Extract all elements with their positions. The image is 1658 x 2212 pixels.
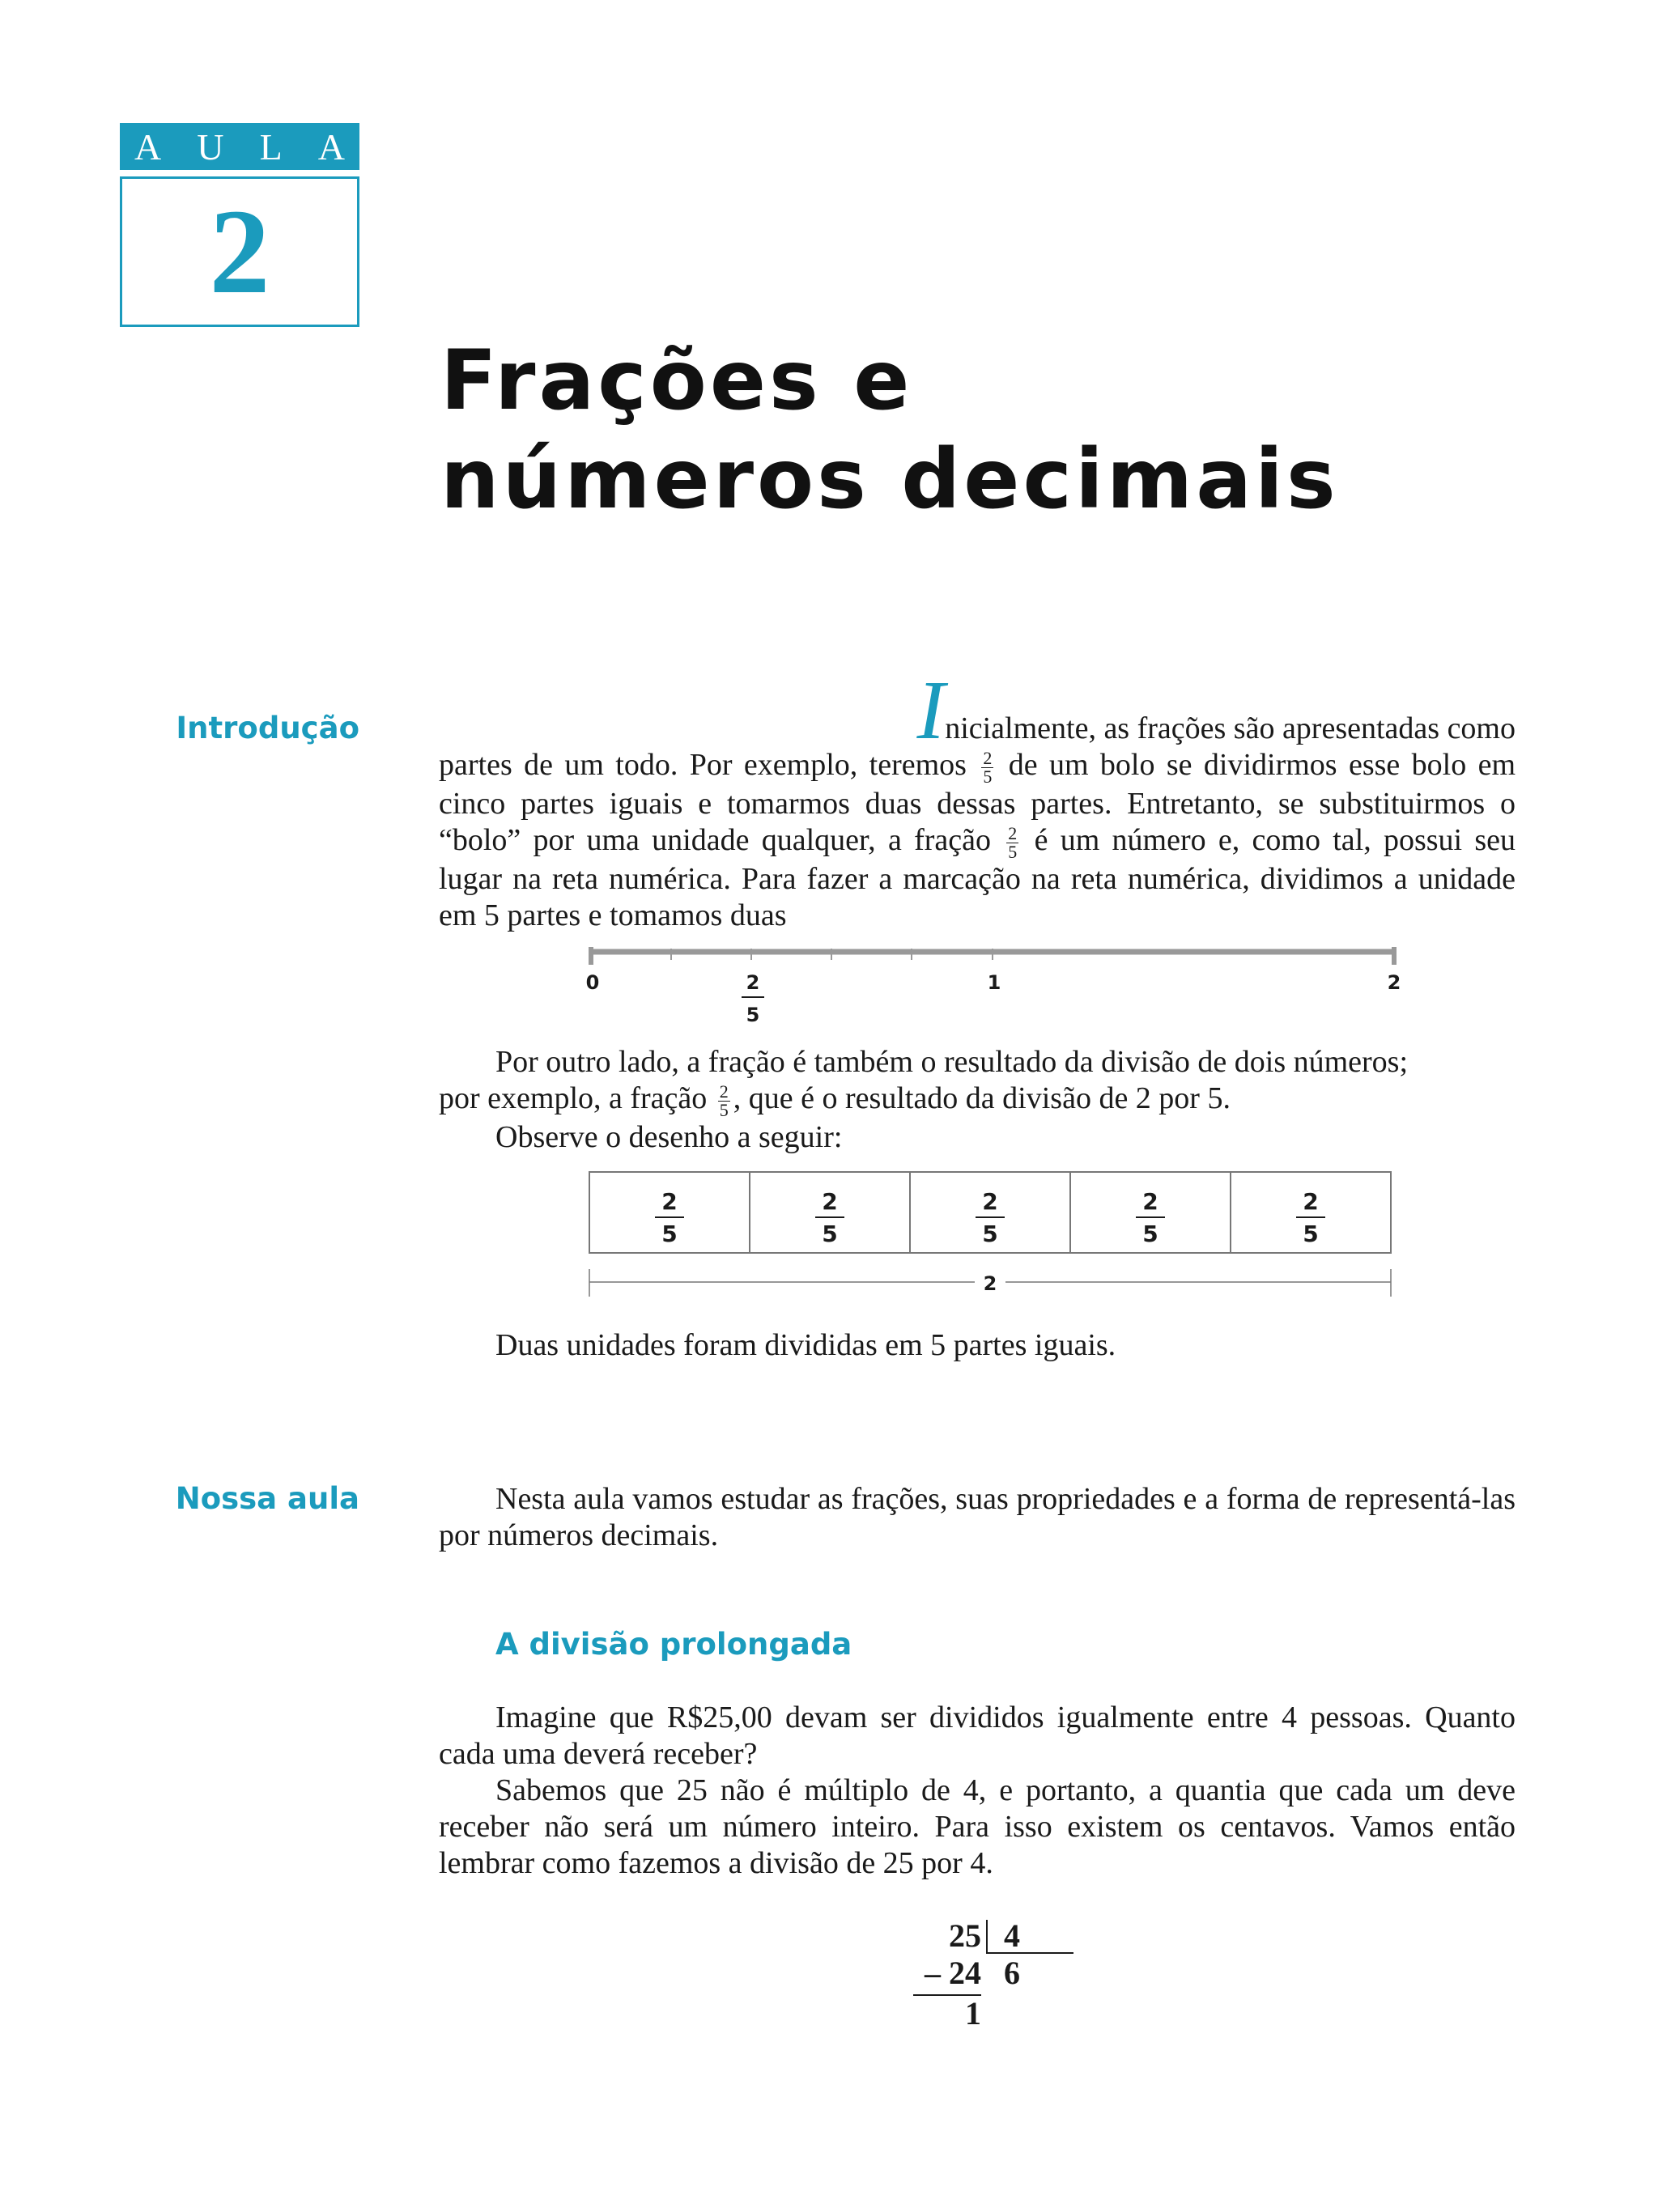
subtrahend: – 24: [925, 1955, 981, 1991]
paragraph-text: por exemplo, a fração: [439, 1081, 708, 1115]
number-line-figure: [567, 944, 1409, 1033]
aula-letter: U: [197, 125, 224, 168]
long-division: [915, 1917, 1077, 2046]
aula-letter: A: [134, 125, 162, 168]
intro-text-1: nicialmente, as frações são apresentadas como: [945, 711, 1516, 745]
box-fraction: [1296, 1188, 1325, 1247]
division-bracket-horizontal: [986, 1952, 1073, 1954]
tick-label-one: 1: [987, 971, 1001, 994]
divisor: 4: [1004, 1917, 1020, 1954]
box-fraction-denominator: 5: [661, 1221, 678, 1247]
drop-cap: I: [916, 664, 946, 757]
section-label-nossa-aula: Nossa aula: [175, 1481, 359, 1516]
page-title: [440, 332, 1574, 529]
box-fraction: [815, 1188, 844, 1247]
fraction-denominator: 5: [1008, 841, 1018, 862]
intro-paragraph: [439, 664, 1516, 934]
division-bracket-vertical: [986, 1920, 988, 1952]
inline-fraction: [1006, 822, 1018, 862]
box-fraction-numerator: 2: [982, 1188, 998, 1215]
lesson-number: 2: [209, 185, 270, 319]
title-line-2: números decimais: [440, 431, 1339, 528]
box-fraction-denominator: 5: [1303, 1221, 1319, 1247]
box-fraction: [655, 1188, 684, 1247]
fraction-denominator: 5: [983, 766, 993, 787]
title-line-1: Frações e: [440, 333, 913, 429]
aula-letter: A: [317, 125, 345, 168]
tick-label-two: 2: [1387, 971, 1401, 994]
box-fraction-numerator: 2: [1142, 1188, 1158, 1215]
dimension-label: 2: [983, 1272, 997, 1295]
nossa-aula-paragraph: [439, 1481, 1516, 1554]
fraction-division-paragraph: [439, 1044, 1516, 1156]
dividend: 25: [949, 1917, 981, 1954]
fraction-numerator: 2: [719, 1081, 729, 1102]
paragraph-line: Observe o desenho a seguir:: [495, 1119, 843, 1154]
paragraph-text: , que é o resultado da divisão de 2 por 5.: [733, 1081, 1231, 1115]
section-label-introducao: Introdução: [176, 711, 359, 745]
divisao-paragraph: [439, 1700, 1516, 1882]
intro-text-2: partes de um todo. Por exemplo, teremos: [439, 748, 967, 782]
box-fraction-denominator: 5: [982, 1221, 998, 1247]
tick-label-zero: 0: [585, 971, 600, 994]
paragraph-text: Nesta aula vamos estudar as frações, suas propriedades e a forma de representá-las por números decimais.: [439, 1482, 1516, 1552]
inline-fraction: [981, 749, 993, 786]
box-fraction-numerator: 2: [822, 1188, 838, 1215]
box-fraction: [976, 1188, 1005, 1247]
inline-fraction: [718, 1083, 730, 1119]
lesson-number-box: [120, 176, 359, 327]
remainder: 1: [965, 1995, 981, 2032]
paragraph-line: Duas unidades foram divididas em 5 partes iguais.: [495, 1328, 1116, 1362]
intro-first-line: [439, 664, 1516, 757]
box-fraction-numerator: 2: [1303, 1188, 1319, 1215]
box-fraction-denominator: 5: [822, 1221, 838, 1247]
fraction-denominator: 5: [719, 1099, 729, 1120]
paragraph-text: Imagine que R$25,00 devam ser divididos igualmente entre 4 pessoas. Quanto cada uma deverá receber?: [439, 1700, 1516, 1771]
box-fraction: [1136, 1188, 1165, 1247]
intro-text-4: é um número e, como tal, possui seu lugar na reta numérica. Para fazer a marcação na reta numérica, dividimos a unidade em 5 partes e tomamos duas: [439, 822, 1516, 932]
box-fraction-denominator: 5: [1142, 1221, 1158, 1247]
paragraph-text: Sabemos que 25 não é múltiplo de 4, e portanto, a quantia que cada um deve receber não será um número inteiro. Para isso existem os centavos. Vamos então lembrar como fazemos a divisão de 25 por 4.: [439, 1773, 1516, 1880]
aula-letter: L: [259, 125, 283, 168]
fraction-boxes-figure: [585, 1169, 1396, 1306]
quotient: 6: [1004, 1955, 1020, 1991]
tick-label-fraction-numerator: 2: [746, 971, 760, 994]
boxes-caption-paragraph: [439, 1327, 1516, 1364]
box-fraction-numerator: 2: [661, 1188, 678, 1215]
tick-label-fraction-denominator: 5: [746, 1004, 760, 1026]
subsection-heading: A divisão prolongada: [495, 1627, 852, 1662]
paragraph-line: Por outro lado, a fração é também o resultado da divisão de dois números;: [495, 1045, 1409, 1079]
aula-label-strip: [120, 123, 359, 170]
fraction-numerator: 2: [983, 747, 993, 768]
fraction-numerator: 2: [1008, 822, 1018, 843]
intro-text-3: de um bolo se dividirmos esse bolo em cinco partes iguais e tomarmos duas dessas partes. Entretanto, se substituirmos o “bolo” por uma unidade qualquer, a fração: [439, 748, 1516, 857]
